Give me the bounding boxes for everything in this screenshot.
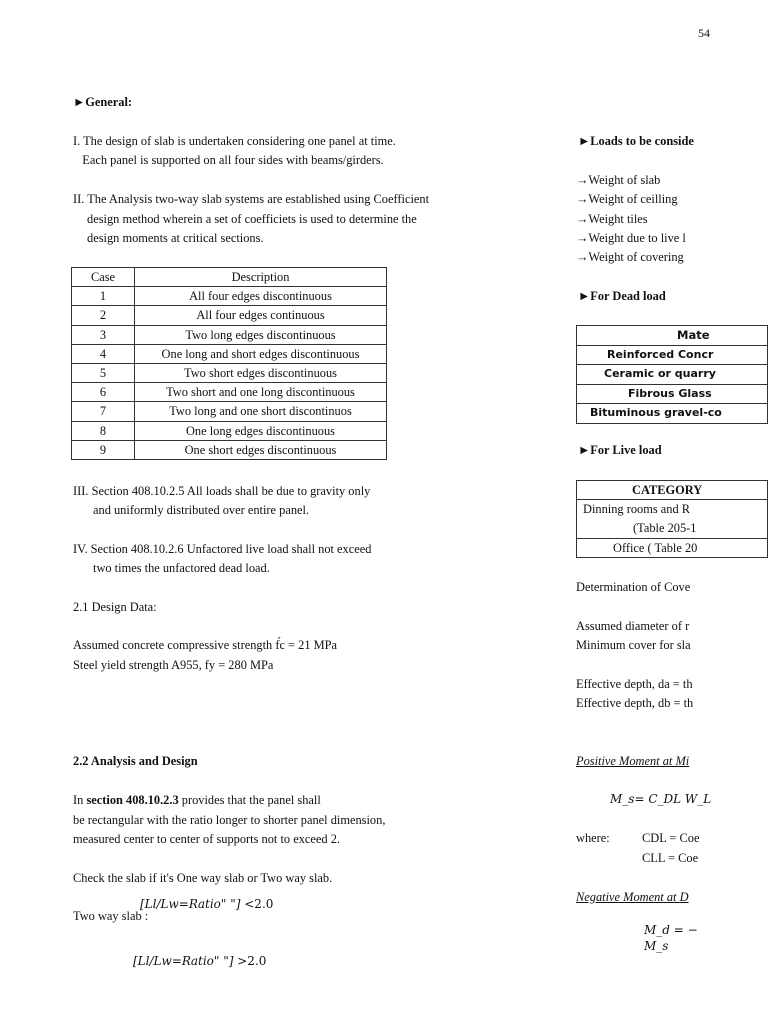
two-way-label: Two way slab :	[73, 909, 149, 923]
category-line: (Table 205-1	[633, 521, 697, 536]
table-row	[577, 481, 768, 500]
case-description: Two short edges discontinuous	[135, 364, 387, 383]
case-description: All four edges continuous	[135, 306, 387, 325]
item4-line2: two times the unfactored dead load.	[93, 561, 270, 575]
ms-formula: 𝑀_𝑠= 𝐶_𝐷𝐿 𝑊_𝐿	[610, 792, 712, 806]
assumed-diameter: Assumed diameter of r	[576, 619, 690, 633]
item2-line1: II. The Analysis two-way slab systems are established using Coefficient	[73, 192, 430, 206]
table-row	[72, 306, 387, 325]
table-row	[577, 345, 768, 365]
table-row	[72, 325, 387, 344]
concrete-strength: Assumed concrete compressive strength f́c = 21 MPa	[73, 638, 338, 652]
category-line: Dinning rooms and R	[583, 502, 691, 517]
header-description: Description	[135, 268, 387, 287]
item3-line2: and uniformly distributed over entire panel.	[93, 503, 310, 517]
section-reference: section 408.10.2.3	[86, 793, 179, 807]
material-cell: Bituminous gravel-co	[577, 404, 768, 424]
table-row	[577, 365, 768, 385]
case-number: 5	[72, 364, 135, 383]
ratio-comparison: <2.0	[240, 897, 274, 911]
case-number: 3	[72, 325, 135, 344]
material-cell: Ceramic or quarry	[577, 365, 768, 385]
table-row	[577, 500, 768, 539]
item1-line1: I. The design of slab is undertaken considering one panel at time.	[73, 134, 396, 148]
item2-line3: design moments at critical sections.	[87, 231, 264, 245]
table-row	[72, 344, 387, 363]
dead-load-heading: ►For Dead load	[578, 289, 666, 303]
table-row	[72, 440, 387, 459]
ratio-expression: [𝐿𝑙/𝐿𝑤=𝑅𝑎𝑡𝑖𝑜" "]	[133, 954, 234, 968]
table-header-row	[72, 268, 387, 287]
table-row	[72, 287, 387, 306]
table-row	[577, 539, 768, 558]
page-number: 54	[698, 26, 710, 40]
cll-definition: CLL = Coe	[642, 851, 699, 865]
category-cell	[577, 500, 768, 539]
case-number: 8	[72, 421, 135, 440]
ms-term: 𝑀_𝑠	[644, 939, 669, 953]
item3-line1: III. Section 408.10.2.5 All loads shall be due to gravity only	[73, 484, 371, 498]
case-number: 7	[72, 402, 135, 421]
load-item: →Weight of covering	[576, 250, 684, 264]
para-in: In	[73, 793, 84, 807]
header-case: Case	[72, 268, 135, 287]
live-load-heading: ►For Live load	[578, 443, 662, 457]
right-column	[570, 0, 768, 1024]
cdl-definition: CDL = Coe	[642, 831, 700, 845]
analysis-heading: 2.2 Analysis and Design	[73, 754, 198, 768]
effective-depth-db: Effective depth, db = th	[576, 696, 694, 710]
case-table	[71, 267, 387, 460]
item1-line2: Each panel is supported on all four sides with beams/girders.	[73, 153, 384, 167]
para-rest: provides that the panel shall	[178, 793, 321, 807]
minimum-cover: Minimum cover for sla	[576, 638, 691, 652]
formula-two	[133, 952, 266, 972]
case-description: One short edges discontinuous	[135, 440, 387, 459]
cover-determination: Determination of Cove	[576, 580, 691, 594]
ratio-expression: [𝐿𝑙/𝐿𝑤=𝑅𝑎𝑡𝑖𝑜" "]	[140, 897, 241, 911]
formula-one	[140, 895, 273, 915]
item2-line2: design method wherein a set of coefficiets is used to determine the	[87, 212, 417, 226]
case-description: Two long and one short discontinuos	[135, 402, 387, 421]
where-label: where:	[576, 831, 610, 845]
case-number: 4	[72, 344, 135, 363]
table-row	[577, 326, 768, 346]
material-header: Mate	[577, 326, 768, 346]
case-description: Two long edges discontinuous	[135, 325, 387, 344]
material-cell: Reinforced Concr	[577, 345, 768, 365]
load-item: →Weight due to live l	[576, 231, 686, 245]
table-row	[577, 384, 768, 404]
case-number: 6	[72, 383, 135, 402]
section-paragraph-line2: be rectangular with the ratio longer to shorter panel dimension,	[73, 813, 386, 827]
general-heading: ►General:	[73, 95, 133, 109]
case-number: 1	[72, 287, 135, 306]
case-number: 2	[72, 306, 135, 325]
table-row	[72, 364, 387, 383]
case-number: 9	[72, 440, 135, 459]
material-cell: Fibrous Glass	[577, 384, 768, 404]
ratio-comparison: >2.0	[233, 954, 267, 968]
check-text: Check the slab if it's One way slab or Two way slab.	[73, 871, 333, 885]
case-description: One long and short edges discontinuous	[135, 344, 387, 363]
materials-table	[576, 325, 768, 424]
table-row	[72, 383, 387, 402]
loads-heading: ►Loads to be conside	[578, 134, 694, 148]
item4-line1: IV. Section 408.10.2.6 Unfactored live load shall not exceed	[73, 542, 372, 556]
md-formula: 𝑀_𝑑 = −	[644, 923, 698, 937]
case-description: All four edges discontinuous	[135, 287, 387, 306]
case-description: Two short and one long discontinuous	[135, 383, 387, 402]
category-header: CATEGORY	[577, 481, 768, 500]
effective-depth-da: Effective depth, da = th	[576, 677, 693, 691]
positive-moment-heading: Positive Moment at Mi	[576, 754, 690, 768]
steel-strength: Steel yield strength A955, fy = 280 MPa	[73, 658, 274, 672]
load-item: →Weight of ceilling	[576, 192, 678, 206]
load-item: →Weight of slab	[576, 173, 661, 187]
table-row	[72, 421, 387, 440]
section-paragraph-line1	[73, 791, 321, 811]
case-description: One long edges discontinuous	[135, 421, 387, 440]
section-paragraph-line3: measured center to center of supports not to exceed 2.	[73, 832, 340, 846]
table-row	[577, 404, 768, 424]
negative-moment-heading: Negative Moment at D	[576, 890, 689, 904]
table-row	[72, 402, 387, 421]
live-load-table	[576, 480, 768, 558]
load-item: →Weight tiles	[576, 212, 648, 226]
category-cell: Office ( Table 20	[577, 539, 768, 558]
design-data-heading: 2.1 Design Data:	[73, 600, 157, 614]
